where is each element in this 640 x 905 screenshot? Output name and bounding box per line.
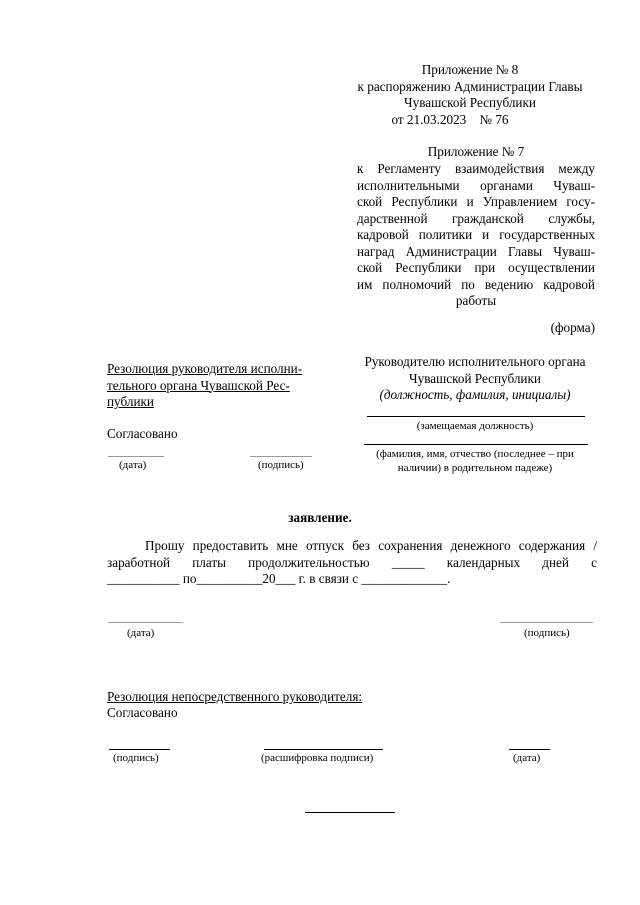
appendix-7-line: наград Администрации Главы Чуваш- bbox=[357, 243, 595, 259]
appendix-8-line: к распоряжению Администрации Главы bbox=[357, 78, 583, 94]
position-caption: (замещаемая должность) bbox=[416, 420, 534, 432]
date-line bbox=[108, 456, 164, 457]
statement-date-line bbox=[108, 622, 183, 623]
direct-signature-caption: (подпись) bbox=[113, 752, 159, 764]
statement-line bbox=[107, 555, 597, 572]
resolution-head-title bbox=[107, 361, 307, 411]
addressee-line: (должность, фамилия, инициалы) bbox=[379, 387, 571, 402]
resolution-head-agreed: Согласовано bbox=[107, 426, 178, 441]
statement-word: платы bbox=[192, 554, 227, 570]
appendix-7-line: к Регламенту взаимодействия между bbox=[357, 161, 595, 176]
direct-date-caption: (дата) bbox=[513, 752, 541, 764]
name-line bbox=[364, 444, 588, 445]
resolution-head-line: публики bbox=[107, 394, 154, 409]
statement-word: _____ bbox=[391, 554, 425, 570]
addressee-line: Чувашской Республики bbox=[409, 370, 541, 386]
name-caption-line: (фамилия, имя, отчество (последнее – при bbox=[376, 448, 574, 460]
statement-word: календарных bbox=[446, 554, 521, 570]
resolution-direct-title: Резолюция непосредственного руководителя: bbox=[107, 689, 363, 704]
direct-signature-line bbox=[109, 749, 170, 750]
statement-word: с bbox=[591, 554, 597, 570]
addressee-block bbox=[350, 354, 600, 404]
appendix-7-line: ской Республики и Управлением госу- bbox=[357, 194, 595, 209]
appendix-8-line: Чувашской Республики bbox=[404, 95, 536, 110]
appendix-7-line: работы bbox=[455, 293, 497, 308]
date-caption: (дата) bbox=[119, 459, 147, 471]
direct-decoding-line bbox=[264, 749, 383, 750]
statement-line: ___________ по__________20___ г. в связи с _____________. bbox=[107, 571, 451, 586]
direct-date-line bbox=[509, 749, 550, 750]
appendix-7-line: исполнительными органами Чуваш- bbox=[357, 177, 595, 193]
signature-line bbox=[250, 456, 312, 457]
addressee-line: Руководителю исполнительного органа bbox=[364, 354, 586, 369]
statement-line: Прошу предоставить мне отпуск без сохранения денежного содержания / bbox=[145, 538, 597, 553]
statement-body bbox=[107, 538, 597, 588]
appendix-7-title: Приложение № 7 bbox=[427, 144, 525, 159]
appendix-7-block bbox=[357, 144, 595, 310]
statement-word: заработной bbox=[107, 554, 171, 570]
position-line bbox=[367, 416, 585, 417]
appendix-7-line: дарственной гражданской службы, bbox=[357, 210, 595, 226]
bottom-separator bbox=[305, 812, 395, 813]
appendix-7-line: им полномочий по ведению кадровой bbox=[357, 276, 595, 292]
appendix-8-date: от 21.03.2023 № 76 bbox=[391, 111, 509, 127]
appendix-7-line: ской Республики при осуществлении bbox=[357, 260, 595, 275]
statement-title: заявление. bbox=[288, 510, 352, 525]
name-caption-line: наличии) в родительном падеже) bbox=[397, 462, 553, 474]
name-caption bbox=[350, 447, 600, 475]
appendix-8-title: Приложение № 8 bbox=[421, 62, 519, 77]
appendix-8-block bbox=[340, 62, 600, 128]
direct-decoding-caption: (расшифровка подписи) bbox=[261, 752, 374, 764]
appendix-7-line: кадровой политики и государственных bbox=[357, 227, 595, 242]
statement-word: дней bbox=[542, 554, 569, 570]
statement-signature-line bbox=[500, 622, 593, 623]
form-label: (форма) bbox=[550, 320, 595, 335]
resolution-head-line: тельного органа Чувашской Рес- bbox=[107, 377, 290, 393]
statement-word: продолжительностью bbox=[248, 554, 370, 570]
statement-signature-caption: (подпись) bbox=[524, 627, 570, 639]
statement-date-caption: (дата) bbox=[127, 627, 155, 639]
resolution-head-line: Резолюция руководителя исполни- bbox=[107, 361, 303, 376]
resolution-direct-agreed: Согласовано bbox=[107, 705, 178, 720]
signature-caption: (подпись) bbox=[258, 459, 304, 471]
